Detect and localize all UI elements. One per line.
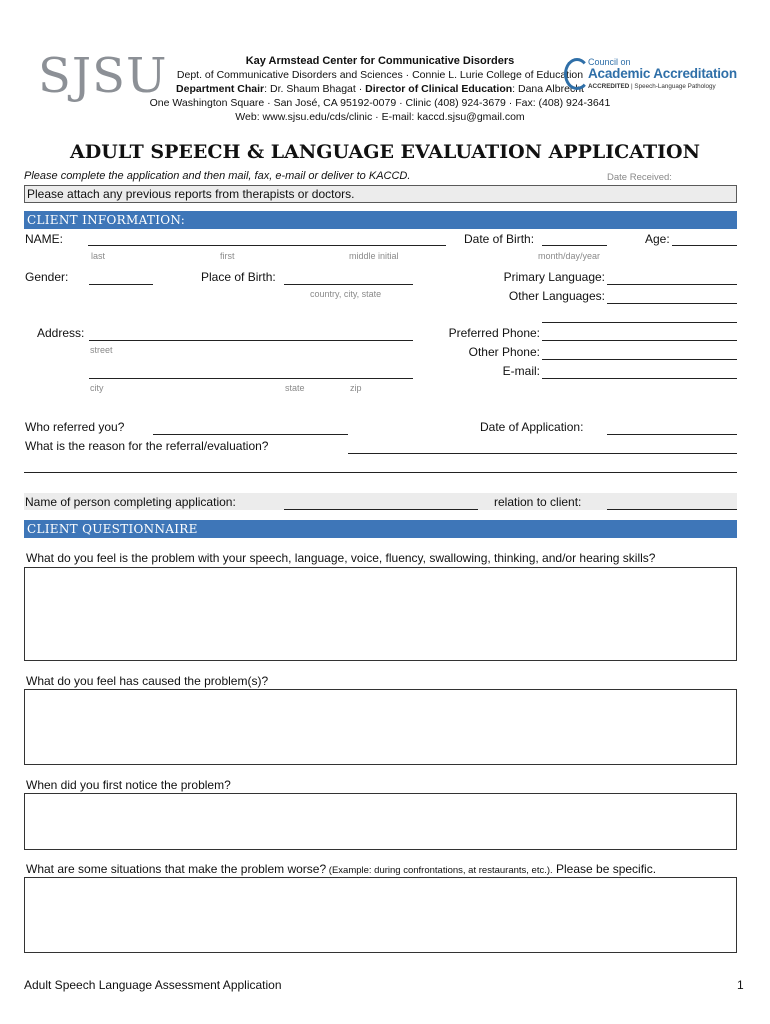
preferred-phone-label: Preferred Phone: — [448, 326, 540, 340]
date-of-application-label: Date of Application: — [480, 420, 584, 434]
place-of-birth-hint: country, city, state — [310, 289, 382, 299]
completer-field[interactable] — [284, 509, 478, 510]
email-field[interactable] — [542, 378, 737, 379]
primary-language-field[interactable] — [607, 284, 737, 285]
chair-name: : Dr. Shaum Bhagat · — [264, 83, 366, 95]
attach-note: Please attach any previous reports from therapists or doctors. — [24, 185, 737, 203]
city-state-zip-field[interactable] — [89, 378, 413, 379]
gender-field[interactable] — [89, 284, 153, 285]
extra-line-field[interactable] — [542, 322, 737, 323]
center-name: Kay Armstead Center for Communicative Disorders — [245, 55, 515, 67]
street-field[interactable] — [89, 340, 413, 341]
director-label: Director of Clinical Education — [365, 83, 513, 95]
accreditation-line3 — [588, 83, 716, 90]
sjsu-logo: SJSU — [38, 48, 168, 104]
dob-hint: month/day/year — [538, 251, 601, 261]
zip-hint: zip — [350, 383, 362, 393]
question-4-tail: Please be specific. — [552, 862, 657, 876]
preferred-phone-field[interactable] — [542, 340, 737, 341]
footer-title: Adult Speech Language Assessment Application — [24, 978, 282, 992]
instructions: Please complete the application and then mail, fax, e-mail or deliver to KACCD. — [24, 170, 411, 182]
name-first-hint: first — [220, 251, 235, 261]
answer-box-3[interactable] — [24, 793, 737, 850]
question-4-example: (Example: during confrontations, at restaurants, etc.). — [326, 865, 553, 876]
place-of-birth-field[interactable] — [284, 284, 413, 285]
state-hint: state — [285, 383, 305, 393]
date-of-application-field[interactable] — [607, 434, 737, 435]
name-label: NAME: — [25, 232, 64, 246]
date-received-label: Date Received: — [607, 172, 672, 183]
page-number: 1 — [737, 978, 744, 992]
question-1: What do you feel is the problem with your speech, language, voice, fluency, swallowing, thinking, and/or hearing skills? — [26, 551, 656, 565]
accreditation-logo-icon — [564, 58, 590, 90]
primary-language-label: Primary Language: — [503, 270, 605, 284]
other-languages-field[interactable] — [607, 303, 737, 304]
age-label: Age: — [645, 232, 670, 246]
question-2: What do you feel has caused the problem(s)? — [26, 674, 269, 688]
client-information-header: CLIENT INFORMATION: — [24, 211, 737, 229]
other-phone-field[interactable] — [542, 359, 737, 360]
relation-field[interactable] — [607, 509, 737, 510]
accreditation-line2: Academic Accreditation — [588, 66, 737, 81]
other-phone-label: Other Phone: — [468, 345, 540, 359]
question-4-text: What are some situations that make the problem worse? — [26, 862, 327, 876]
dob-field[interactable] — [542, 245, 607, 246]
other-languages-label: Other Languages: — [508, 289, 605, 303]
director-name: : Dana Albrecht — [512, 83, 584, 95]
email-label: E-mail: — [502, 364, 540, 378]
name-middle-hint: middle initial — [349, 251, 399, 261]
street-hint: street — [90, 345, 113, 355]
completer-label: Name of person completing application: — [25, 495, 236, 509]
dob-label: Date of Birth: — [464, 232, 535, 246]
referral-reason-field-2[interactable] — [24, 472, 737, 473]
question-3: When did you first notice the problem? — [26, 778, 231, 792]
accredited-label: ACCREDITED — [588, 83, 630, 90]
dept-line: Dept. of Communicative Disorders and Sciences · Connie L. Lurie College of Education — [176, 69, 584, 81]
city-hint: city — [90, 383, 104, 393]
address-line: One Washington Square · San José, CA 95192-0079 · Clinic (408) 924-3679 · Fax: (408) 924-3641 — [149, 97, 611, 109]
client-questionnaire-header: CLIENT QUESTIONNAIRE — [24, 520, 737, 538]
address-label: Address: — [37, 326, 85, 340]
answer-box-2[interactable] — [24, 689, 737, 765]
gender-label: Gender: — [25, 270, 69, 284]
relation-label: relation to client: — [494, 495, 582, 509]
accreditation-program: | Speech-Language Pathology — [629, 83, 716, 90]
referred-by-label: Who referred you? — [25, 420, 125, 434]
chair-label: Department Chair — [176, 83, 265, 95]
page-title: ADULT SPEECH & LANGUAGE EVALUATION APPLICATION — [70, 141, 700, 163]
answer-box-4[interactable] — [24, 877, 737, 953]
question-4 — [26, 862, 656, 876]
accreditation-line1: Council on — [588, 57, 631, 67]
name-last-hint: last — [91, 251, 106, 261]
name-field[interactable] — [88, 245, 446, 246]
answer-box-1[interactable] — [24, 567, 737, 661]
place-of-birth-label: Place of Birth: — [201, 270, 276, 284]
web-line: Web: www.sjsu.edu/cds/clinic · E-mail: kaccd.sjsu@gmail.com — [235, 111, 525, 123]
referred-by-field[interactable] — [153, 434, 348, 435]
age-field[interactable] — [672, 245, 737, 246]
referral-reason-label: What is the reason for the referral/evaluation? — [25, 439, 269, 453]
referral-reason-field[interactable] — [348, 453, 737, 454]
